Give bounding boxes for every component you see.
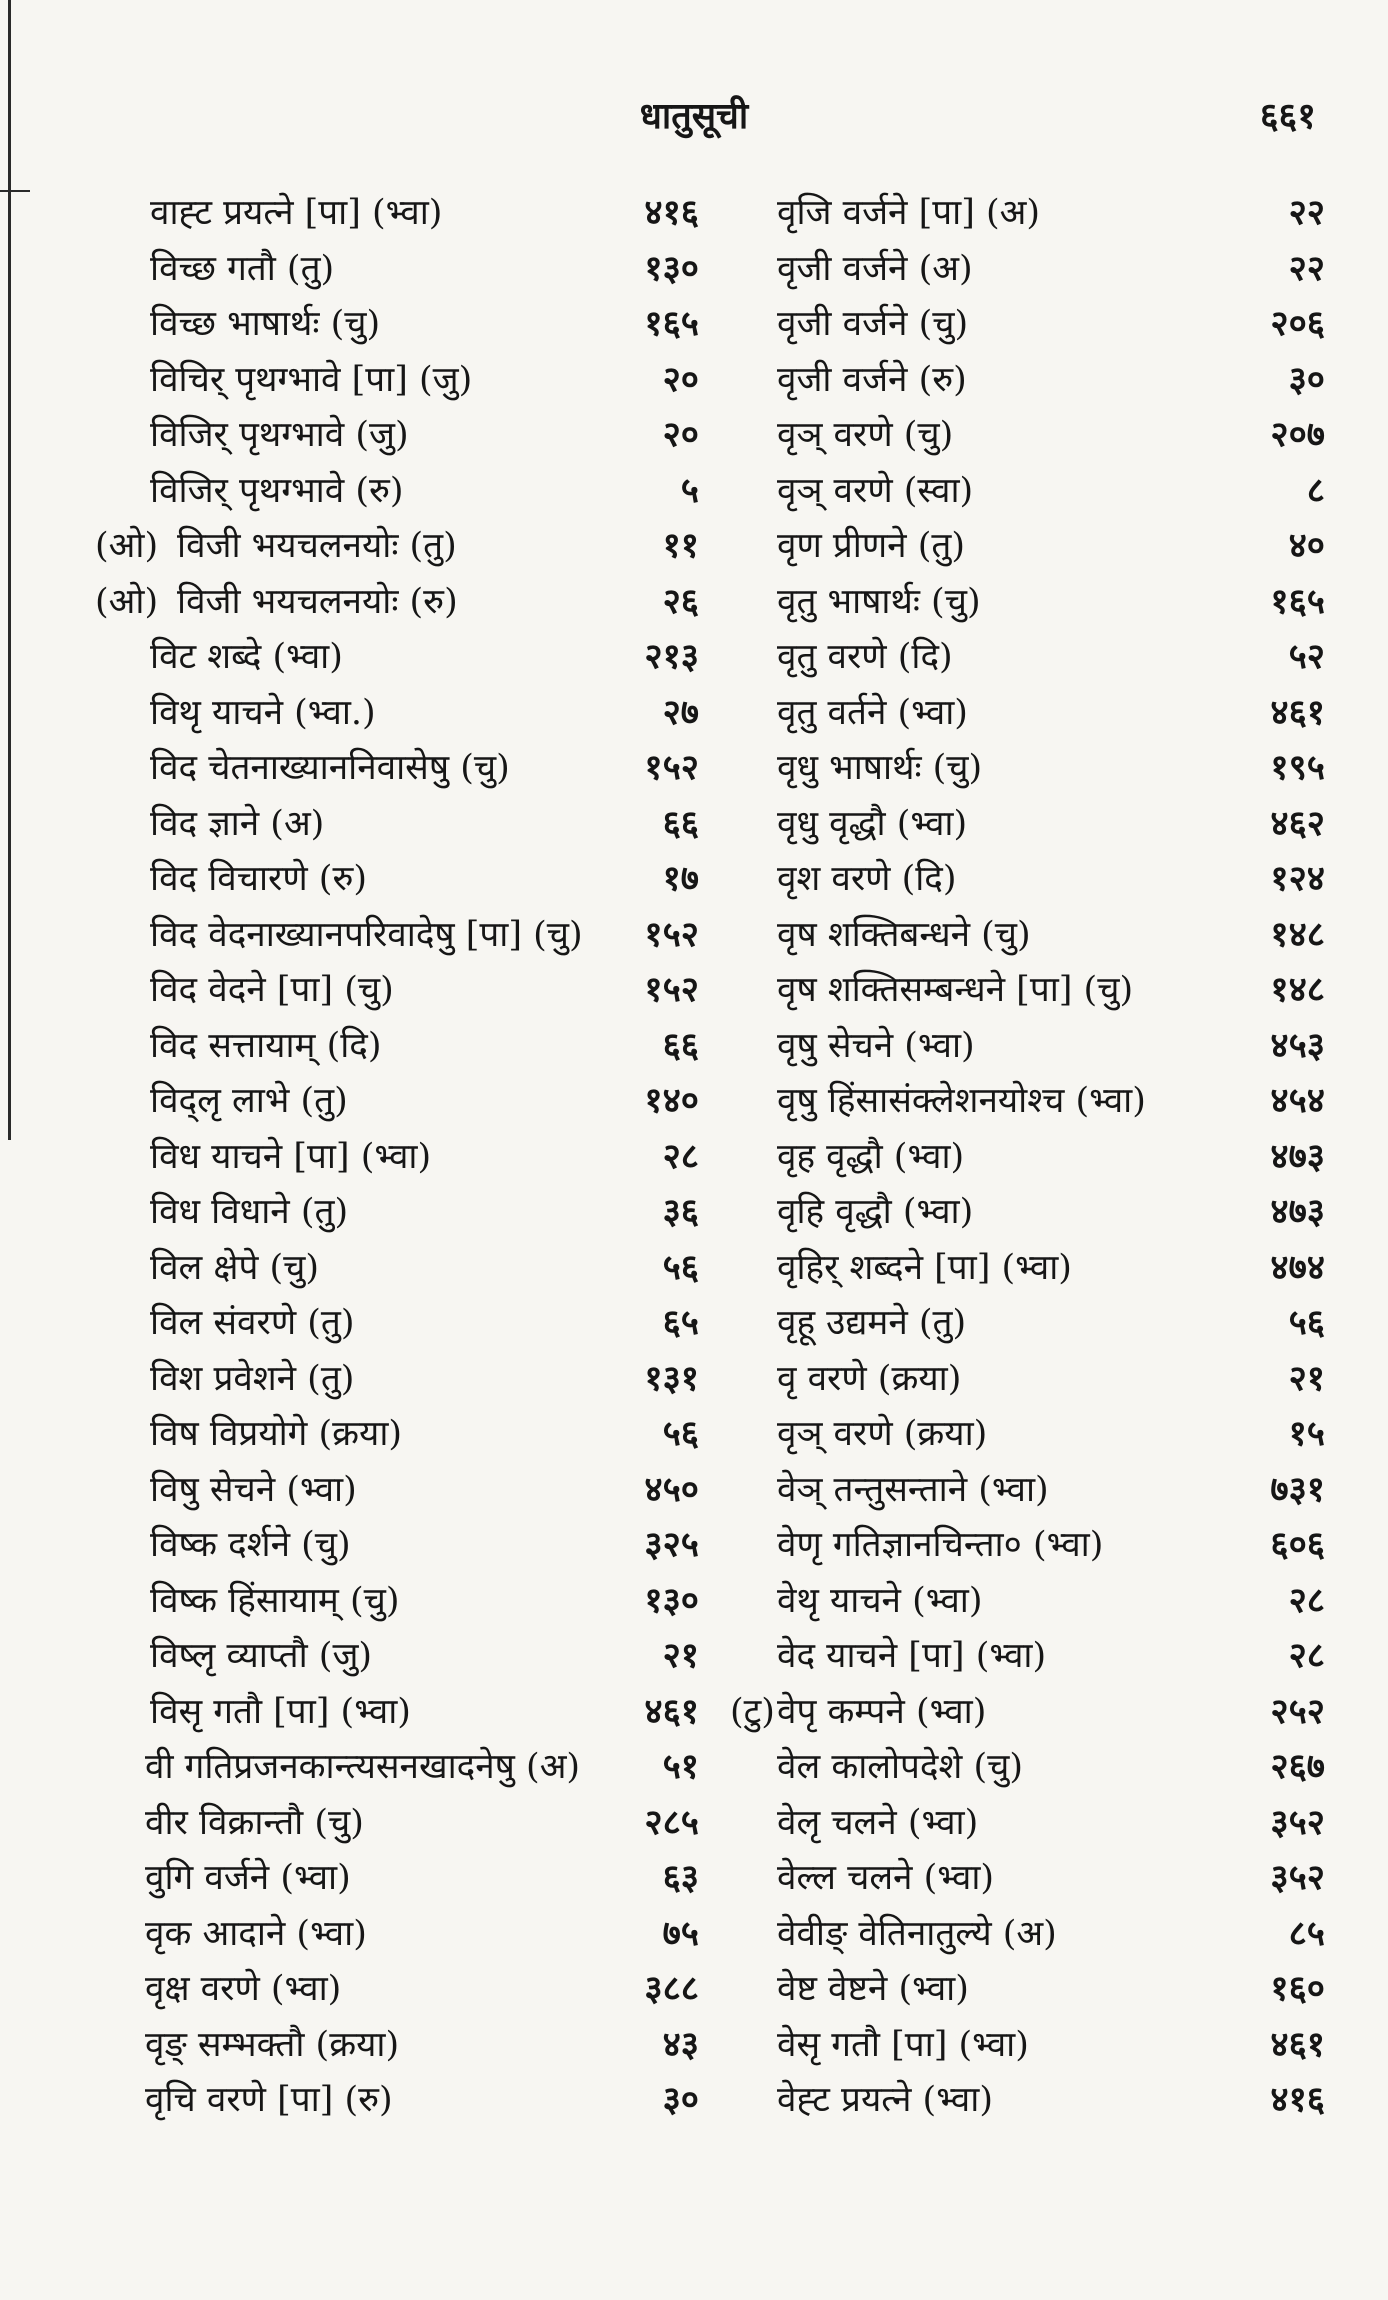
entry-text: विद्लृ लाभे (तु) — [150, 1081, 348, 1121]
left-column — [95, 180, 699, 2123]
entry-page-number: १४८ — [1270, 969, 1325, 1010]
entry-text: विल संवरणे (तु) — [150, 1303, 355, 1343]
index-entry-row — [95, 1568, 699, 1624]
index-entry-row — [725, 1290, 1325, 1346]
index-entry-row — [725, 1013, 1325, 1069]
index-entry-row — [725, 1845, 1325, 1901]
index-entry-row — [725, 1235, 1325, 1291]
index-entry-row — [725, 1512, 1325, 1568]
entry-text: विल क्षेपे (चु) — [150, 1247, 320, 1288]
entry-text: विष्लृ व्याप्तौ (जु) — [150, 1636, 373, 1676]
index-entry-row — [95, 1679, 699, 1735]
index-entry-row — [725, 1790, 1325, 1846]
index-entry-row — [95, 1235, 699, 1291]
entry-text: वेणृ गतिज्ञानचिन्ता० (भ्वा) — [777, 1525, 1104, 1565]
entry-text: वेह्ट प्रयत्ने (भ्वा) — [777, 2080, 993, 2120]
entry-page-number: ५६ — [1288, 1302, 1325, 1343]
entry-page-number: १५२ — [644, 913, 699, 955]
index-entry-row — [725, 1956, 1325, 2012]
index-entry-row — [725, 458, 1325, 514]
index-entry-row — [725, 1679, 1325, 1735]
index-entry-row — [95, 1845, 699, 1901]
entry-text: विथृ याचने (भ्वा.) — [150, 692, 376, 733]
entry-text: वृचि वरणे [पा] (रु) — [145, 2080, 393, 2120]
entry-page-number: ४७३ — [1270, 1135, 1325, 1177]
entry-text: विषु सेचने (भ्वा) — [150, 1469, 357, 1510]
entry-page-number: २६ — [662, 580, 699, 622]
index-entry-row — [95, 902, 699, 958]
entry-page-number: १९५ — [1270, 747, 1325, 788]
index-entry-row — [725, 402, 1325, 458]
entry-page-number: १५२ — [644, 969, 699, 1010]
entry-text: वृक आदाने (भ्वा) — [145, 1913, 367, 1954]
entry-page-number: १७ — [662, 858, 699, 899]
entry-text: विच्छ गतौ (तु) — [150, 248, 335, 289]
entry-text: वेल कालोपदेशे (चु) — [777, 1747, 1023, 1787]
entry-page-number: ३२५ — [644, 1524, 699, 1565]
entry-text: विच्छ भाषार्थः (चु) — [150, 304, 381, 344]
entry-page-number: ४५० — [644, 1468, 699, 1510]
entry-text: वीर विक्रान्तौ (चु) — [145, 1802, 364, 1843]
entry-text: विद वेदनाख्यानपरिवादेषु [पा] (चु) — [150, 914, 583, 955]
entry-text: विध याचने [पा] (भ्वा) — [150, 1136, 432, 1177]
entry-text: वेपृ कम्पने (भ्वा) — [777, 1691, 987, 1732]
index-entry-row — [95, 624, 699, 680]
entry-text: विद वेदने [पा] (चु) — [150, 970, 394, 1010]
entry-text: वेष्ट वेष्टने (भ्वा) — [777, 1969, 969, 2009]
index-entry-row — [725, 1124, 1325, 1180]
index-entry-row — [95, 513, 699, 569]
entry-page-number: १५ — [1288, 1413, 1325, 1454]
entry-page-number: २७ — [662, 691, 699, 733]
index-entry-row — [95, 1457, 699, 1513]
index-entry-row — [725, 1179, 1325, 1235]
index-entry-row — [95, 1179, 699, 1235]
entry-text: वृञ् वरणे (क्रया) — [777, 1414, 988, 1454]
entry-page-number: ५२ — [1288, 636, 1325, 677]
index-entry-row — [95, 1013, 699, 1069]
entry-page-number: ४३ — [662, 2023, 699, 2065]
index-entry-row — [725, 1457, 1325, 1513]
entry-text: वृ वरणे (क्रया) — [777, 1358, 962, 1399]
entry-page-number: १५२ — [644, 747, 699, 788]
index-entry-row — [725, 1346, 1325, 1402]
entry-text: विष विप्रयोगे (क्रया) — [150, 1414, 403, 1454]
entry-text: वेथृ याचने (भ्वा) — [777, 1580, 983, 1621]
entry-page-number: ४१६ — [1270, 2079, 1325, 2120]
entry-prefix: (ओ) — [95, 581, 159, 622]
entry-text: वृक्ष वरणे (भ्वा) — [145, 1969, 342, 2009]
entry-text: वृजी वर्जने (चु) — [777, 304, 969, 344]
entry-text: वृषु सेचने (भ्वा) — [777, 1025, 975, 1066]
index-entry-row — [95, 1901, 699, 1957]
page-number: ६६१ — [1259, 95, 1316, 137]
index-entry-row — [95, 791, 699, 847]
index-entry-row — [95, 1068, 699, 1124]
page-header — [0, 80, 1388, 150]
margin-line — [8, 0, 11, 1140]
entry-text: विट शब्दे (भ्वा) — [150, 637, 343, 677]
entry-page-number: १३० — [644, 247, 699, 289]
entry-text: वृहि वृद्धौ (भ्वा) — [777, 1192, 974, 1232]
entry-text: वृण प्रीणने (तु) — [777, 526, 965, 566]
index-entry-row — [725, 680, 1325, 736]
entry-page-number: ४७३ — [1270, 1191, 1325, 1232]
entry-page-number: २६७ — [1270, 1746, 1325, 1787]
right-column — [725, 180, 1325, 2123]
entry-page-number: ३५२ — [1270, 1857, 1325, 1898]
entry-page-number: ६३ — [662, 1857, 699, 1898]
entry-page-number: ४६१ — [644, 1690, 699, 1732]
index-entry-row — [725, 1068, 1325, 1124]
index-entry-row — [725, 1623, 1325, 1679]
entry-text: विष्क हिंसायाम् (चु) — [150, 1580, 400, 1621]
index-entry-row — [95, 1623, 699, 1679]
entry-page-number: ६६ — [662, 1024, 699, 1066]
entry-text: वृहिर् शब्दने [पा] (भ्वा) — [777, 1247, 1072, 1288]
entry-text: विजिर् पृथग्भावे (जु) — [150, 415, 409, 455]
entry-page-number: ३० — [1288, 358, 1325, 400]
entry-page-number: ३८८ — [644, 1968, 699, 2009]
index-entry-row — [725, 1734, 1325, 1790]
index-entry-row — [725, 735, 1325, 791]
index-entry-row — [95, 2067, 699, 2123]
entry-text: वृङ् सम्भक्तौ (क्रया) — [145, 2024, 400, 2065]
entry-page-number: २८५ — [644, 1801, 699, 1843]
entry-prefix: (टु) — [730, 1691, 775, 1732]
index-entry-row — [95, 1790, 699, 1846]
entry-prefix: (ओ) — [95, 526, 159, 566]
index-entry-row — [95, 402, 699, 458]
index-entry-row — [95, 458, 699, 514]
entry-text: वृश वरणे (दि) — [777, 859, 957, 899]
index-entry-row — [725, 1901, 1325, 1957]
index-entry-row — [725, 2067, 1325, 2123]
entry-page-number: २० — [662, 358, 699, 400]
entry-page-number: ३५२ — [1270, 1801, 1325, 1843]
entry-page-number: ३६ — [662, 1191, 699, 1232]
entry-text: विजिर् पृथग्भावे (रु) — [150, 470, 404, 511]
entry-page-number: २८ — [662, 1135, 699, 1177]
entry-page-number: २८ — [1288, 1635, 1325, 1676]
index-entry-row — [95, 1346, 699, 1402]
index-entry-row — [725, 291, 1325, 347]
entry-text: वृषु हिंसासंक्लेशनयोश्च (भ्वा) — [777, 1081, 1146, 1121]
entry-text: वृतु वर्तने (भ्वा) — [777, 692, 968, 733]
page-title: धातुसूची — [639, 95, 749, 137]
entry-text: वृजी वर्जने (रु) — [777, 359, 967, 400]
index-entry-row — [725, 569, 1325, 625]
entry-text: वेसृ गतौ [पा] (भ्वा) — [777, 2024, 1029, 2065]
entry-page-number: ८५ — [1288, 1912, 1325, 1954]
index-entry-row — [725, 180, 1325, 236]
index-entry-row — [95, 735, 699, 791]
entry-text: वेलृ चलने (भ्वा) — [777, 1802, 979, 1843]
entry-page-number: २१३ — [644, 636, 699, 677]
entry-page-number: २२ — [1288, 247, 1325, 289]
entry-page-number: २१ — [1288, 1357, 1325, 1399]
index-entry-row — [95, 2012, 699, 2068]
entry-page-number: ४६१ — [1270, 2023, 1325, 2065]
entry-page-number: १६० — [1270, 1968, 1325, 2009]
entry-text: वृष शक्तिसम्बन्धने [पा] (चु) — [777, 970, 1134, 1010]
index-entry-row — [95, 680, 699, 736]
entry-page-number: १३१ — [644, 1357, 699, 1399]
entry-page-number: ४० — [1288, 525, 1325, 566]
entry-page-number: २०७ — [1270, 414, 1325, 455]
index-entry-row — [725, 791, 1325, 847]
index-entry-row — [725, 957, 1325, 1013]
entry-page-number: ५ — [680, 469, 699, 511]
entry-text: विसृ गतौ [पा] (भ्वा) — [150, 1691, 411, 1732]
entry-page-number: ४५४ — [1270, 1080, 1325, 1121]
entry-page-number: ६०६ — [1270, 1524, 1325, 1565]
entry-text: वेवीङ् वेतिनातुल्ये (अ) — [777, 1913, 1057, 1954]
entry-text: वेञ् तन्तुसन्ताने (भ्वा) — [777, 1469, 1049, 1510]
index-entry-row — [725, 2012, 1325, 2068]
entry-page-number: २१ — [662, 1635, 699, 1676]
entry-text: विद चेतनाख्याननिवासेषु (चु) — [150, 748, 510, 788]
entry-text: विध विधाने (तु) — [150, 1192, 349, 1232]
entry-page-number: ५६ — [662, 1246, 699, 1288]
entry-page-number: ६६ — [662, 802, 699, 844]
entry-text: वृधु वृद्धौ (भ्वा) — [777, 803, 968, 844]
entry-text: वृञ् वरणे (स्वा) — [777, 470, 974, 511]
entry-page-number: ४५३ — [1270, 1024, 1325, 1066]
entry-text: वृतु भाषार्थः (चु) — [777, 581, 981, 622]
entry-page-number: २० — [662, 414, 699, 455]
entry-text: वृह वृद्धौ (भ्वा) — [777, 1136, 965, 1177]
entry-text: विद सत्तायाम् (दि) — [150, 1025, 382, 1066]
entry-page-number: २०६ — [1270, 303, 1325, 344]
entry-text: वेल्ल चलने (भ्वा) — [777, 1858, 995, 1898]
entry-text: विश प्रवेशने (तु) — [150, 1358, 355, 1399]
entry-page-number: ४७४ — [1270, 1246, 1325, 1288]
entry-page-number: ५१ — [662, 1746, 699, 1787]
entry-page-number: ७५ — [662, 1912, 699, 1954]
entry-page-number: ५६ — [662, 1413, 699, 1454]
entry-page-number: ४६२ — [1270, 802, 1325, 844]
index-entry-row — [725, 347, 1325, 403]
index-entry-row — [725, 624, 1325, 680]
entry-page-number: १६५ — [1270, 580, 1325, 622]
entry-text: वृधु भाषार्थः (चु) — [777, 748, 983, 788]
entry-page-number: २२ — [1288, 192, 1325, 233]
entry-page-number: १३० — [644, 1579, 699, 1621]
entry-text: वृजी वर्जने (अ) — [777, 248, 973, 289]
entry-page-number: ११ — [662, 525, 699, 566]
entry-page-number: १४८ — [1270, 913, 1325, 955]
entry-text: वेद याचने [पा] (भ्वा) — [777, 1636, 1047, 1676]
entry-text: विचिर् पृथग्भावे [पा] (जु) — [150, 359, 473, 400]
index-entry-row — [95, 291, 699, 347]
entry-text: वृष शक्तिबन्धने (चु) — [777, 914, 1031, 955]
entry-page-number: ४६१ — [1270, 691, 1325, 733]
entry-text: विष्क दर्शने (चु) — [150, 1525, 351, 1565]
index-entry-row — [95, 236, 699, 292]
entry-text: वुगि वर्जने (भ्वा) — [145, 1858, 351, 1898]
entry-page-number: १२४ — [1270, 858, 1325, 899]
index-entry-row — [725, 1401, 1325, 1457]
index-entry-row — [95, 1512, 699, 1568]
index-entry-row — [95, 1956, 699, 2012]
index-entry-row — [725, 236, 1325, 292]
entry-page-number: १६५ — [644, 303, 699, 344]
index-entry-row — [95, 1734, 699, 1790]
entry-text: विजी भयचलनयोः (तु) — [177, 526, 457, 566]
entry-text: वृतु वरणे (दि) — [777, 637, 953, 677]
entry-text: वाह्ट प्रयत्ने [पा] (भ्वा) — [150, 193, 443, 233]
entry-page-number: ६५ — [662, 1302, 699, 1343]
entry-page-number: ३० — [662, 2079, 699, 2120]
entry-text: विजी भयचलनयोः (रु) — [177, 581, 458, 622]
index-entry-row — [95, 347, 699, 403]
entry-text: वृञ् वरणे (चु) — [777, 415, 954, 455]
margin-tick — [0, 190, 30, 192]
entry-text: वी गतिप्रजनकान्त्यसनखादनेषु (अ) — [145, 1747, 581, 1787]
index-entry-row — [95, 1290, 699, 1346]
index-entry-row — [725, 846, 1325, 902]
entry-text: वृजि वर्जने [पा] (अ) — [777, 193, 1041, 233]
index-entry-row — [725, 902, 1325, 958]
index-entry-row — [95, 846, 699, 902]
entry-text: विद विचारणे (रु) — [150, 859, 368, 899]
index-entry-row — [95, 1124, 699, 1180]
entry-page-number: ८ — [1306, 469, 1325, 511]
entry-page-number: २५२ — [1270, 1690, 1325, 1732]
entry-text: वृहू उद्यमने (तु) — [777, 1303, 967, 1343]
entry-page-number: २८ — [1288, 1579, 1325, 1621]
index-entry-row — [95, 180, 699, 236]
index-entry-row — [95, 957, 699, 1013]
entry-text: विद ज्ञाने (अ) — [150, 803, 325, 844]
index-entry-row — [725, 1568, 1325, 1624]
index-entry-row — [725, 513, 1325, 569]
entry-page-number: १४० — [644, 1080, 699, 1121]
index-entry-row — [95, 1401, 699, 1457]
index-entry-row — [95, 569, 699, 625]
entry-page-number: ७३१ — [1270, 1468, 1325, 1510]
entry-page-number: ४१६ — [644, 192, 699, 233]
